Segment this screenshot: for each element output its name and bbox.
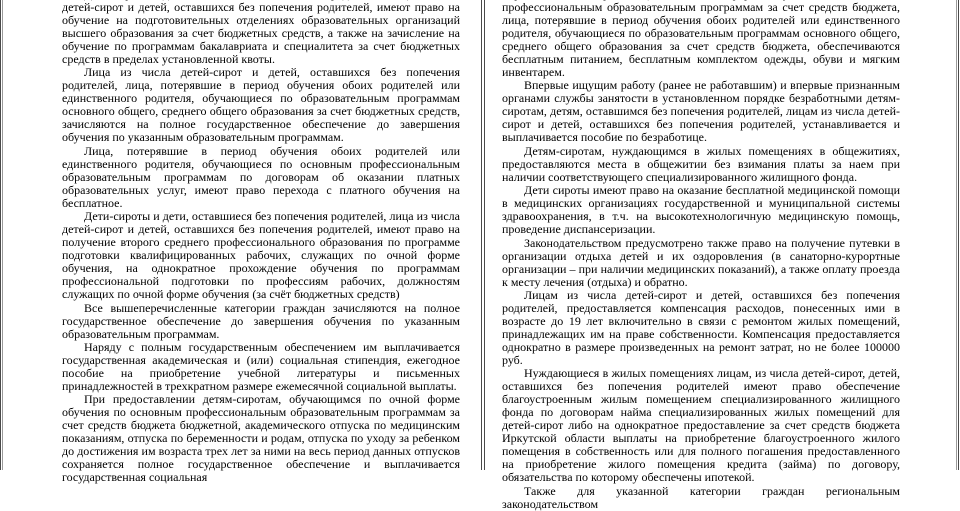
paragraph: Наряду с полным государственным обеспечением им выплачивается государственная академическая и (или) социальная стипендия, ежегодное пособие на приобретение учебной литературы и письменных принадлежностей в трехкратном размере ежемесячной социальной выплаты. <box>62 339 460 393</box>
paragraph: Лица из числа детей-сирот и детей, оставшихся без попечения родителей, лица, потерявшие в период обучения обоих родителей или единственного родителя, обучающиеся по образовательным программам основного общего, среднего общего образования за счет бюджетных средств, зачисляются на полное государственное обеспечение до завершения обучения по указанным образовательным программам. <box>62 65 460 145</box>
paragraph: профессиональным образовательным программам за счет средств бюджета, лица, потерявшие в период обучения обоих родителей или единственного родителя, обучающиеся по образовательным программам основного общего, среднего общего образования за счет средств бюджета, обеспечиваются бесплатным питанием, бесплатным комплектом одежды, обуви и мягким инвентарем. <box>502 0 900 79</box>
page-edge-right-inner <box>956 0 957 470</box>
page-edge-left <box>0 0 1 470</box>
paragraph: Лицам из числа детей-сирот и детей, оставшихся без попечения родителей, предоставляется компенсация расходов, понесенных ими в возрасте до 19 лет включительно в связи с ремонтом жилых помещений, принадлежащих им на праве собственности. Компенсация предоставляется однократно в размере произведенных на ремонт затрат, но не более 100000 руб. <box>502 287 900 367</box>
paragraph: Лица, потерявшие в период обучения обоих родителей или единственного родителя, обучающиеся по основным профессиональным образовательным программам по договорам об оказании платных образовательных услуг, имеют право перехода с платного обучения на бесплатное. <box>62 143 460 210</box>
column-divider-inner <box>484 0 485 470</box>
paragraph: Законодательством предусмотрено также право на получение путевки в организации отдыха детей и их оздоровления (в санаторно-курортные организации – при наличии медицинских показаний), а также оплату проезда к месту лечения (отдыха) и обратно. <box>502 235 900 289</box>
right-text-column <box>502 0 900 511</box>
left-text-column <box>62 0 460 485</box>
paragraph: Все вышеперечисленные категории граждан зачисляются на полное государственное обеспечение до завершения обучения по указанным образовательным программам. <box>62 300 460 341</box>
column-divider <box>481 0 482 470</box>
paragraph: Также для указанной категории граждан региональным законодательством <box>502 483 900 511</box>
page-edge-left-inner <box>2 0 3 470</box>
paragraph: Дети сироты имеют право на оказание бесплатной медицинской помощи в медицинских организациях государственной и муниципальной системы здравоохранения, в т.ч. на высокотехнологичную медицинскую помощь, проведение диспансеризации. <box>502 183 900 237</box>
paragraph: При предоставлении детям-сиротам, обучающимся по очной форме обучения по основным профессиональным образовательным программам за счет средств бюджета бюджетной, академического отпуска по медицинским показаниям, отпуска по беременности и родам, отпуска по уходу за ребенком до достижения им возраста трех лет за ними на весь период данных отпусков сохраняется полное государственное обеспечение и выплачивается государственная социальная <box>62 392 460 485</box>
paragraph: Впервые ищущим работу (ранее не работавшим) и впервые признанным органами службы занятости в установленном порядке безработными детям-сиротам, детям, оставшимся без попечения родителей, лицам из числа детей-сирот и детей, оставшихся без попечения родителей, устанавливается и выплачивается пособие по безработице. <box>502 78 900 145</box>
paragraph: Дети-сироты и дети, оставшиеся без попечения родителей, лица из числа детей-сирот и детей, оставшихся без попечения родителей, имеют право на получение второго среднего профессионального образования по программе подготовки квалифицированных рабочих, служащих по очной форме обучения, на однократное прохождение обучения по программам профессиональной подготовки по профессиям рабочих, должностям служащих по очной форме обучения (за счёт бюджетных средств) <box>62 209 460 302</box>
paragraph: Детям-сиротам, нуждающимся в жилых помещениях в общежитиях, предоставляются места в общежитии без взимания платы за наем при наличии соответствующего специализированного жилищного фонда. <box>502 143 900 184</box>
paragraph: детей-сирот и детей, оставшихся без попечения родителей, имеют право на обучение на подготовительных отделениях образовательных организаций высшего образования за счет бюджетных средств, а также на зачисление на обучение по программам бакалавриата и специалитета за счет бюджетных средств в пределах установленной квоты. <box>62 0 460 66</box>
paragraph: Нуждающиеся в жилых помещениях лицам, из числа детей-сирот, детей, оставшихся без попечения родителей имеют право обеспечение благоустроенным жилым помещением специализированного жилищного фонда по договорам найма специализированных жилых помещений для детей-сирот либо на однократное предоставление за счет средств бюджета Иркутской области выплаты на приобретение благоустроенного жилого помещения в собственность или для полного погашения предоставленного на приобретение жилого помещения кредита (займа) по договору, обязательства по которому обеспечены ипотекой. <box>502 366 900 485</box>
page-edge-right <box>958 0 959 470</box>
